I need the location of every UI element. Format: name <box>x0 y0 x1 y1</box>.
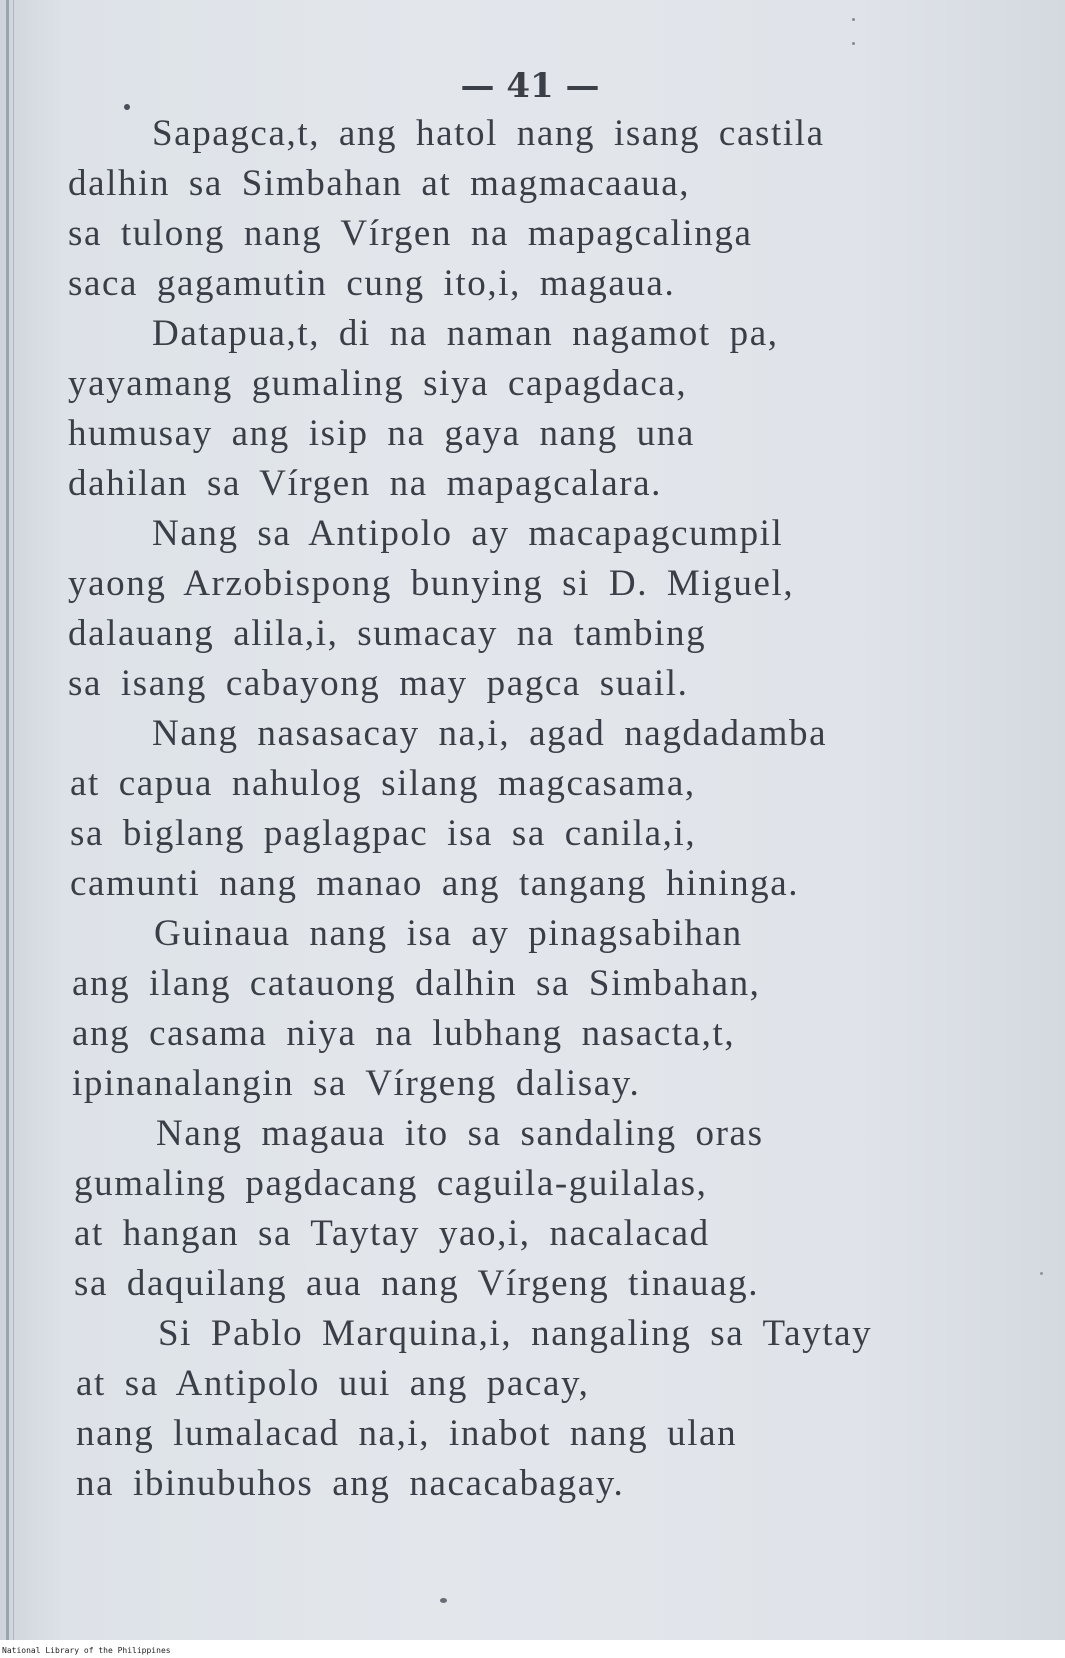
ink-dot <box>1040 1272 1043 1275</box>
verse-line: yaong Arzobispong bunying si D. Miguel, <box>68 563 795 604</box>
verse-line: dahilan sa Vírgen na mapagcalara. <box>68 463 663 504</box>
verse-line: Si Pablo Marquina,i, nangaling sa Taytay <box>158 1313 873 1354</box>
verse-line: at capua nahulog silang magcasama, <box>70 763 696 804</box>
verse-line: at sa Antipolo uui ang pacay, <box>76 1363 590 1404</box>
verse-line: gumaling pagdacang caguila-guilalas, <box>74 1163 708 1204</box>
ink-dot <box>852 42 855 45</box>
verse-line: Nang nasasacay na,i, agad nagdadamba <box>152 713 828 754</box>
verse-line: sa tulong nang Vírgen na mapagcalinga <box>68 213 753 254</box>
verse-line: humusay ang isip na gaya nang una <box>68 413 695 454</box>
verse-line: camunti nang manao ang tangang hininga. <box>70 863 800 904</box>
library-credit: National Library of the Philippines <box>2 1646 171 1655</box>
binding-edge-inner <box>13 0 14 1640</box>
verse-line: sa isang cabayong may pagca suail. <box>68 663 689 704</box>
verse-line: ang ilang catauong dalhin sa Simbahan, <box>72 963 761 1004</box>
verse-line: ang casama niya na lubhang nasacta,t, <box>72 1013 736 1054</box>
ink-dot <box>124 104 130 110</box>
verse-line: Nang sa Antipolo ay macapagcumpil <box>152 513 784 554</box>
verse-line: na ibinubuhos ang nacacabagay. <box>76 1463 625 1504</box>
binding-edge <box>6 0 9 1640</box>
page-number: — 41 — <box>460 66 600 106</box>
verse-line: Nang magaua ito sa sandaling oras <box>156 1113 764 1154</box>
verse-line: dalauang alila,i, sumacay na tambing <box>68 613 707 654</box>
verse-line: Sapagca,t, ang hatol nang isang castila <box>152 113 825 154</box>
verse-line: nang lumalacad na,i, inabot nang ulan <box>76 1413 738 1454</box>
verse-line: at hangan sa Taytay yao,i, nacalacad <box>74 1213 710 1254</box>
verse-line: sa biglang paglagpac isa sa canila,i, <box>70 813 697 854</box>
verse-line: Guinaua nang isa ay pinagsabihan <box>154 913 743 954</box>
verse-line: dalhin sa Simbahan at magmacaaua, <box>68 163 691 204</box>
verse-line: saca gagamutin cung ito,i, magaua. <box>68 263 676 304</box>
verse-line: Datapua,t, di na naman nagamot pa, <box>152 313 779 354</box>
verse-line: yayamang gumaling siya capagdaca, <box>68 363 688 404</box>
verse-line: ipinanalangin sa Vírgeng dalisay. <box>72 1063 641 1104</box>
ink-dot <box>440 1598 447 1603</box>
verse-line: sa daquilang aua nang Vírgeng tinauag. <box>74 1263 760 1304</box>
ink-dot <box>852 18 855 21</box>
